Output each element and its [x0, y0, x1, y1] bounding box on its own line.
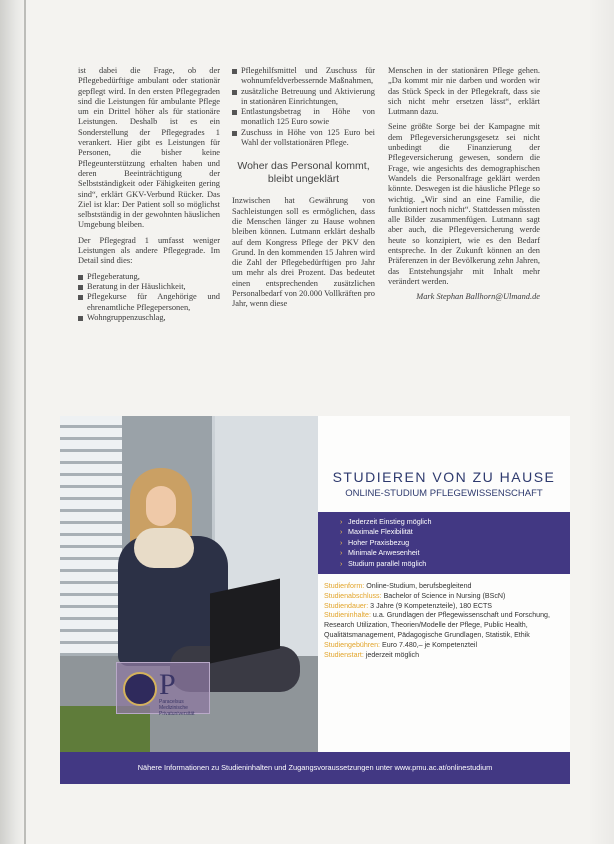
- feature-box: [318, 512, 570, 574]
- detail-value: Bachelor of Science in Nursing (BScN): [383, 591, 506, 600]
- detail-label: Studienabschluss:: [324, 591, 382, 600]
- detail-value: Euro 7.480,– je Kompetenzteil: [382, 640, 478, 649]
- article-paragraph: Menschen in der stationären Pflege gehen. „Da kommt mir nie darben und worden wir das Stück Speck in der Pflegekraft, dass sie sich nicht mehr ersetzen lässt“, erklärt Lutmann dazu.: [388, 66, 540, 117]
- author-signature: Mark Stephan Ballhorn@Ulmand.de: [416, 292, 540, 302]
- detail-label: Studiengebühren:: [324, 640, 381, 649]
- feature-item: › Minimale Anwesenheit: [340, 548, 570, 558]
- page-fold-shadow: [588, 0, 614, 844]
- benefit-list: [232, 66, 375, 148]
- detail-value: u.a. Grundlagen der Pflegewissenschaft und Forschung, Research Utilization, Theorien/Modelle der Pflege, Public Health, Qualitätsmanagement, Pädagogische Grundlagen, Statistik, Ethik: [324, 611, 550, 639]
- list-item: Pflegehilfsmittel und Zuschuss für wohnumfeldverbessernde Maßnahmen,: [232, 66, 375, 87]
- study-details: [324, 582, 564, 660]
- feature-item: › Jederzeit Einstieg möglich: [340, 517, 570, 527]
- feature-item: › Studium parallel möglich: [340, 559, 570, 569]
- article-column-3: [388, 66, 540, 303]
- detail-label: Studienstart:: [324, 650, 364, 659]
- laptop: [210, 579, 280, 664]
- university-seal-icon: [123, 672, 157, 706]
- detail-value: jederzeit möglich: [365, 650, 420, 659]
- detail-value: 3 Jahre (9 Kompetenzteile), 180 ECTS: [370, 601, 493, 610]
- detail-row: [324, 582, 564, 592]
- detail-row: [324, 641, 564, 651]
- ad-subtitle: ONLINE-STUDIUM PFLEGEWISSENSCHAFT: [345, 488, 543, 499]
- feature-item: › Maximale Flexibilität: [340, 527, 570, 537]
- feature-list: [318, 512, 570, 569]
- article-paragraph: ist dabei die Frage, ob der Pflegebedürftige ambulant oder stationär gepflegt wird. In den ersten Pflegegraden sind die Leistungen für ambulante Pflege um ein Drittel höher als für stationäre Leistungen. Deshalb ist es ein Sonderstellung der Pflegegrades 1 verankert. Hier gibt es Leistungen für Personen, die bisher keine Pflegeunterstützung erhalten haben und deren Beeinträchtigung der Selbstständigkeit oder Fähigkeiten gering sind“, erklärt GKV-Verbund Rücker. Das Ziel ist klar: Der Patient soll so möglichst selbstständig in der gewohnten häuslichen Umgebung bleiben.: [78, 66, 220, 230]
- article-subheading: Woher das Personal kommt, bleibt ungeklärt: [237, 160, 370, 186]
- detail-row: [324, 602, 564, 612]
- ad-title: STUDIEREN VON ZU HAUSE: [332, 469, 556, 485]
- page-binding: [0, 0, 26, 844]
- list-item: Pflegekurse für Angehörige und ehrenamtliche Pflegepersonen,: [78, 292, 220, 313]
- page-edge: [24, 0, 26, 844]
- info-bar: Nähere Informationen zu Studieninhalten und Zugangsvoraussetzungen unter www.pmu.ac.at/onlinestudium: [60, 752, 570, 784]
- list-item: zusätzliche Betreuung und Aktivierung in stationären Einrichtungen,: [232, 87, 375, 108]
- article-paragraph: Seine größte Sorge bei der Kampagne mit dem Pflegeversicherungsgesetz sei nicht unbedingt die Finanzierung der Pflegeversicherung gewesen, sondern die Frage, wie angesichts des demographischen Wandels die Personalfrage geklärt werden könnte. Deswegen ist die häusliche Pflege so wichtig. „Wir sind an eine Familie, die funktioniert noch nicht“. Stattdessen müssten alle Bilder zusammenfügen. Lutmann sagt aber auch, die Pflegeversicherung werde heute so konzipiert, wie es den Bedarf entspreche. In der Zukunft können an den Präferenzen in der Bevölkerung zehn Jahren, das Entstehungsjahr mit Inhalt mehr verändert werden.: [388, 122, 540, 286]
- list-item: Pflegeberatung,: [78, 272, 220, 282]
- benefit-list: [78, 272, 220, 323]
- article-paragraph: Inzwischen hat Gewährung von Sachleistungen soll es ermöglichen, dass die Menschen länger zu Hause wohnen bleiben können. Lutmann erklärt deshalb auf dem Kongress Pflege der PKV den Grund. In den kommenden 15 Jahren wird die Zahl der Pflegebedürftigen pro Jahr um mehr als drei Prozent. Das bedeutet einen entsprechenden zusätzlichen Personalbedarf von 20.000 Vollkräften pro Jahr, wenn diese: [232, 196, 375, 309]
- student-face: [146, 486, 176, 526]
- detail-label: Studienform:: [324, 582, 365, 590]
- article-column-2: [232, 66, 375, 315]
- list-item: Wohngruppenzuschlag,: [78, 313, 220, 323]
- university-logo: [116, 662, 210, 717]
- window-blinds: [60, 416, 122, 666]
- logo-subtext: Paracelsus Medizinische Privatuniversität: [159, 699, 195, 717]
- feature-item: › Hoher Praxisbezug: [340, 538, 570, 548]
- detail-row: [324, 611, 564, 640]
- detail-label: Studiendauer:: [324, 601, 369, 610]
- list-item: Beratung in der Häuslichkeit,: [78, 282, 220, 292]
- advertisement: [60, 416, 570, 784]
- detail-row: [324, 651, 564, 661]
- logo-letter: P: [159, 668, 176, 701]
- student-photo: [60, 416, 318, 752]
- list-item: Zuschuss in Höhe von 125 Euro bei Wahl der vollstationären Pflege.: [232, 128, 375, 149]
- detail-label: Studieninhalte:: [324, 611, 371, 620]
- article-column-1: [78, 66, 220, 323]
- detail-row: [324, 592, 564, 602]
- list-item: Entlastungsbetrag in Höhe von monatlich 125 Euro sowie: [232, 107, 375, 128]
- detail-value: Online-Studium, berufsbegleitend: [366, 582, 472, 590]
- article-paragraph: Der Pflegegrad 1 umfasst weniger Leistungen als andere Pflegegrade. Im Detail sind dies:: [78, 235, 220, 266]
- student-scarf: [134, 528, 194, 568]
